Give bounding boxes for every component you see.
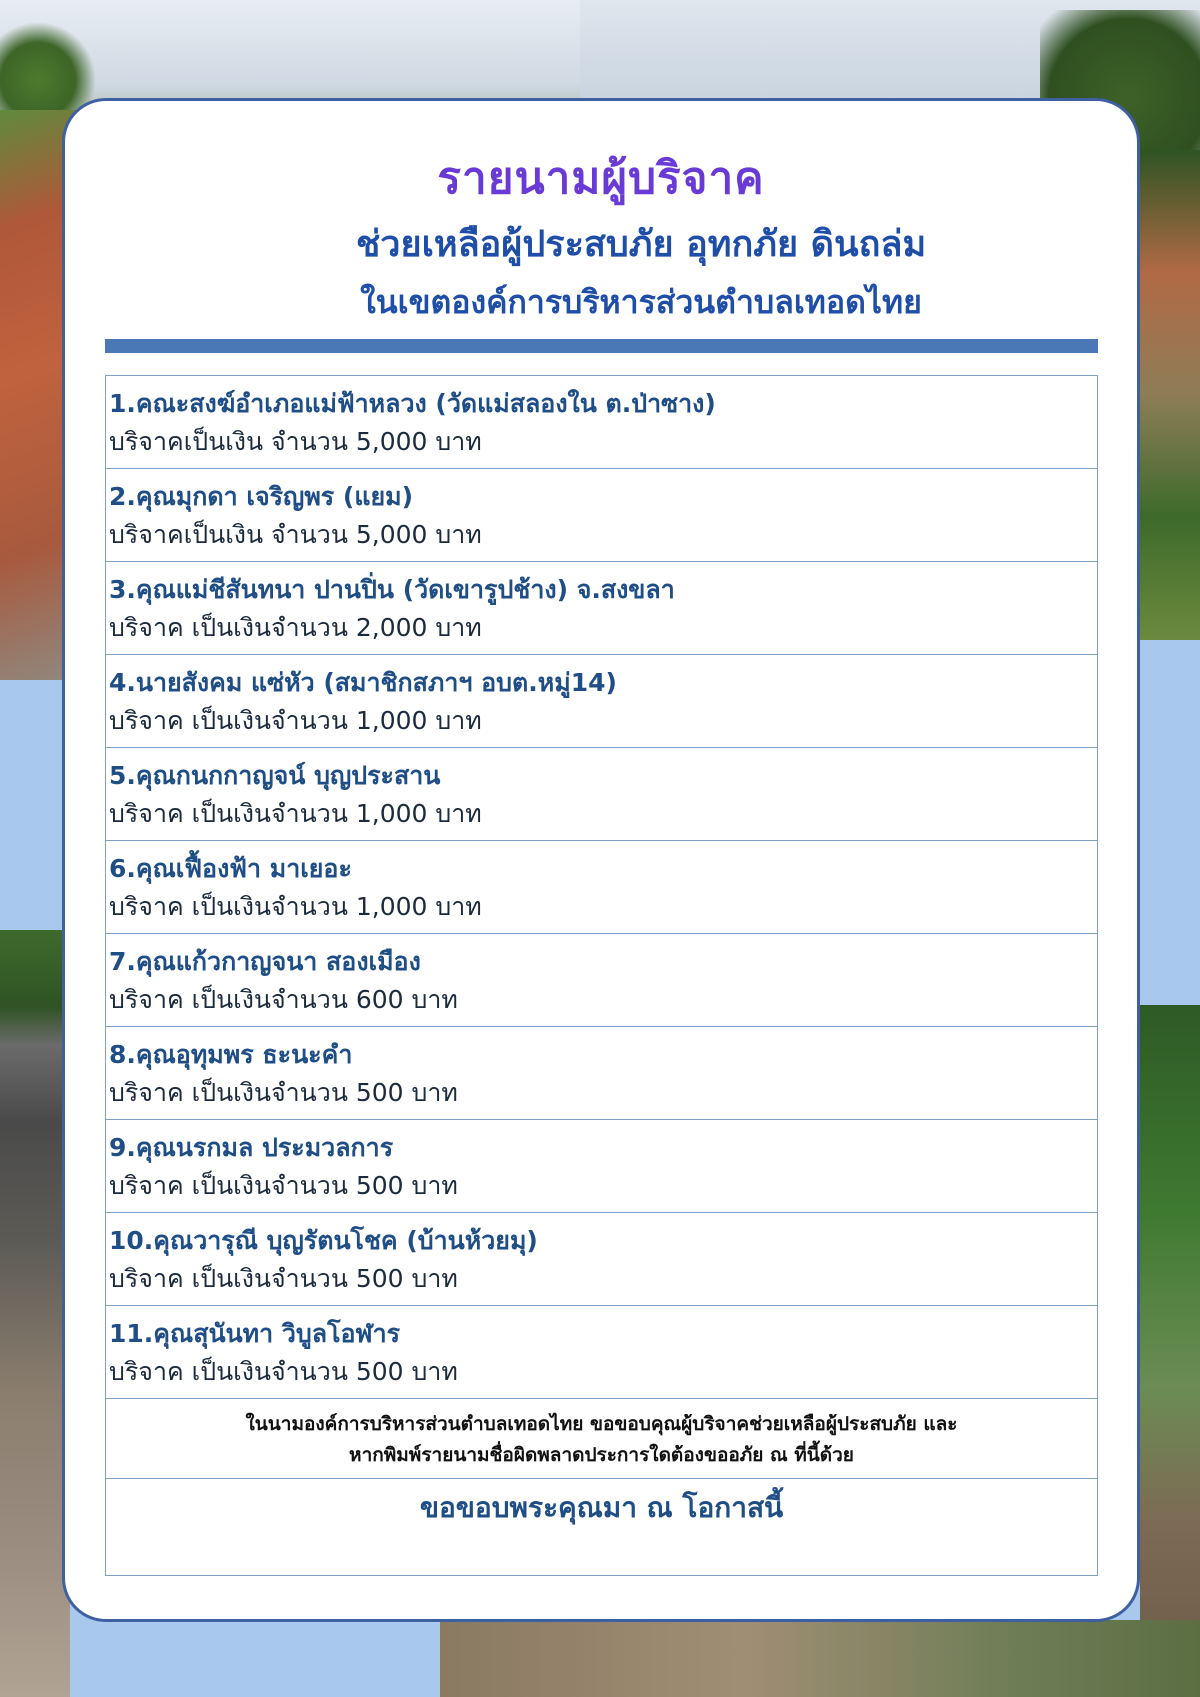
note-line-2: หากพิมพ์รายนามชื่อผิดพลาดประการใดต้องขออภัย ณ ที่นี้ด้วย [349,1444,854,1466]
donor-row [106,841,1097,934]
thank-you-note [106,1399,1097,1479]
donor-row [106,934,1097,1027]
title-divider [105,339,1098,353]
closing-thanks: ขอขอบพระคุณมา ณ โอกาสนี้ [419,1491,784,1524]
donor-row [106,1306,1097,1399]
donor-name: 7.คุณแก้วกาญจนา สองเมือง [109,947,421,976]
donor-rows [106,376,1097,1399]
donor-name: 11.คุณสุนันทา วิบูลโอฬาร [109,1319,401,1348]
donor-name: 9.คุณนรกมล ประมวลการ [109,1133,394,1162]
donation-amount: บริจาค เป็นเงินจำนวน 500 บาท [109,1171,458,1200]
donor-list-card [62,98,1140,1622]
background-photo-forest-right [1140,1005,1200,1697]
donation-amount: บริจาค เป็นเงินจำนวน 2,000 บาท [109,613,482,642]
donor-name: 8.คุณอุทุมพร ธะนะคำ [109,1040,353,1069]
donation-amount: บริจาค เป็นเงินจำนวน 500 บาท [109,1264,458,1293]
donor-row [106,562,1097,655]
donation-amount: บริจาค เป็นเงินจำนวน 1,000 บาท [109,799,482,828]
donation-amount: บริจาค เป็นเงินจำนวน 600 บาท [109,985,458,1014]
donation-amount: บริจาค เป็นเงินจำนวน 1,000 บาท [109,892,482,921]
donor-name: 5.คุณกนกกาญจน์ บุญประสาน [109,761,441,790]
note-line-1: ในนามองค์การบริหารส่วนตำบลเทอดไทย ขอขอบคุณผู้บริจาคช่วยเหลือผู้ประสบภัย และ [245,1413,958,1435]
donor-name: 1.คณะสงฆ์อำเภอแม่ฟ้าหลวง (วัดแม่สลองใน ต.ป่าซาง) [109,389,716,418]
donation-amount: บริจาค เป็นเงินจำนวน 500 บาท [109,1357,458,1386]
donor-name: 10.คุณวารุณี บุญรัตนโชค (บ้านห้วยมุ) [109,1226,538,1255]
donor-name: 3.คุณแม่ชีสันทนา ปานปิ่น (วัดเขารูปช้าง) จ.สงขลา [109,575,675,604]
background-photo-debris-bottom [440,1620,1200,1697]
donation-amount: บริจาคเป็นเงิน จำนวน 5,000 บาท [109,520,482,549]
donor-name: 2.คุณมุกดา เจริญพร (แยม) [109,482,414,511]
donor-row [106,469,1097,562]
donor-row [106,748,1097,841]
background-photo-flood-left [0,930,70,1697]
page-area: ในเขตองค์การบริหารส่วนตำบลเทอดไทย [360,283,922,321]
donation-amount: บริจาค เป็นเงินจำนวน 500 บาท [109,1078,458,1107]
page-title: รายนามผู้บริจาค [437,153,765,204]
donor-row [106,1027,1097,1120]
donation-amount: บริจาค เป็นเงินจำนวน 1,000 บาท [109,706,482,735]
donor-row [106,655,1097,748]
donor-name: 6.คุณเฟื้องฟ้า มาเยอะ [109,854,352,883]
page-subtitle: ช่วยเหลือผู้ประสบภัย อุทกภัย ดินถล่ม [355,224,927,265]
donor-row [106,376,1097,469]
donation-amount: บริจาคเป็นเงิน จำนวน 5,000 บาท [109,427,482,456]
donor-row [106,1120,1097,1213]
donor-row [106,1213,1097,1306]
donor-table [105,375,1098,1576]
donor-name: 4.นายสังคม แซ่หัว (สมาชิกสภาฯ อบต.หมู่14) [109,668,617,697]
